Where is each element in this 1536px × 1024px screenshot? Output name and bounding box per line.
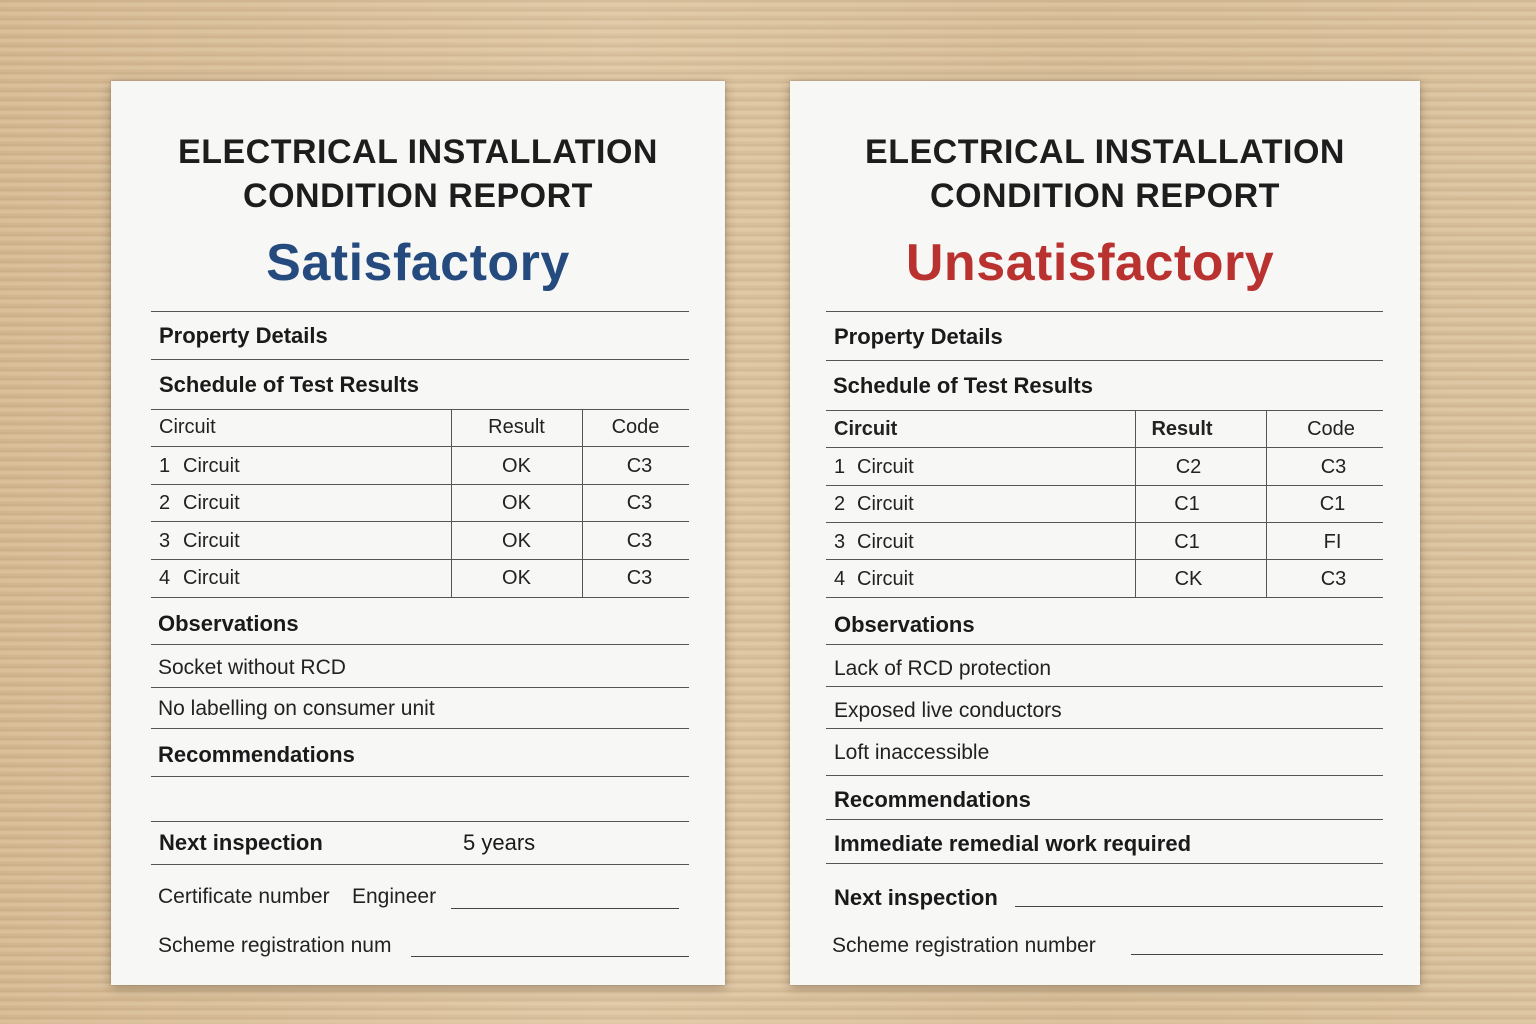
- row-code: C3: [626, 455, 653, 477]
- status-unsatisfactory: Unsatisfactory: [905, 234, 1275, 292]
- row-circuit: Circuit: [857, 456, 914, 478]
- row-result: C1: [1174, 531, 1200, 553]
- divider: [826, 863, 1383, 864]
- table-top-line: [826, 410, 1383, 411]
- row-code: C1: [1319, 493, 1346, 515]
- table-header-circuit: Circuit: [159, 416, 216, 438]
- table-row-line: [151, 521, 689, 522]
- observation-item: No labelling on consumer unit: [158, 697, 435, 720]
- divider: [151, 821, 689, 822]
- row-circuit: Circuit: [857, 568, 914, 590]
- report-title-line2: CONDITION REPORT: [930, 177, 1280, 215]
- table-row-line: [151, 559, 689, 560]
- divider: [826, 311, 1383, 312]
- table-row-line: [826, 522, 1383, 523]
- status-satisfactory: Satisfactory: [266, 234, 570, 292]
- row-number: 3: [834, 531, 846, 553]
- divider: [826, 728, 1383, 729]
- divider: [826, 775, 1383, 776]
- table-bottom-line: [151, 597, 689, 598]
- table-row-line: [151, 446, 689, 447]
- scheme-registration-label: Scheme registration num: [158, 934, 392, 957]
- row-number: 1: [834, 456, 846, 478]
- row-result: OK: [502, 455, 531, 477]
- section-schedule: Schedule of Test Results: [159, 372, 419, 397]
- divider: [151, 687, 689, 688]
- row-code: C3: [626, 492, 653, 514]
- report-title-line2: CONDITION REPORT: [243, 177, 593, 215]
- section-schedule: Schedule of Test Results: [833, 373, 1093, 398]
- row-code: C3: [626, 530, 653, 552]
- row-number: 3: [159, 530, 171, 552]
- divider: [151, 864, 689, 865]
- row-number: 2: [834, 493, 846, 515]
- divider: [826, 644, 1383, 645]
- section-property-details: Property Details: [834, 324, 1003, 349]
- observation-item: Exposed live conductors: [834, 699, 1062, 722]
- row-result: OK: [502, 567, 531, 589]
- section-observations: Observations: [834, 612, 975, 637]
- report-title-line1: ELECTRICAL INSTALLATION: [865, 133, 1345, 171]
- report-unsatisfactory: [790, 81, 1420, 985]
- table-row-line: [826, 447, 1383, 448]
- table-bottom-line: [826, 597, 1383, 598]
- row-result: OK: [502, 492, 531, 514]
- observation-item: Lack of RCD protection: [834, 657, 1052, 680]
- row-number: 1: [159, 455, 171, 477]
- observation-item: Socket without RCD: [158, 656, 346, 679]
- report-satisfactory: [111, 81, 725, 985]
- observation-item: Loft inaccessible: [834, 741, 990, 764]
- row-number: 4: [834, 568, 846, 590]
- row-number: 2: [159, 492, 171, 514]
- table-header-code: Code: [611, 416, 660, 438]
- engineer-label: Engineer: [352, 885, 437, 908]
- table-header-code: Code: [1307, 418, 1355, 440]
- section-property-details: Property Details: [159, 323, 328, 348]
- divider: [151, 644, 689, 645]
- section-recommendations: Recommendations: [834, 787, 1031, 812]
- table-row-line: [151, 484, 689, 485]
- divider: [826, 686, 1383, 687]
- row-result: C2: [1175, 456, 1202, 478]
- certificate-number-label: Certificate number: [158, 885, 330, 908]
- row-circuit: Circuit: [857, 531, 914, 553]
- row-number: 4: [159, 567, 171, 589]
- divider: [151, 359, 689, 360]
- next-inspection-value: 5 years: [463, 830, 536, 855]
- scheme-registration-field[interactable]: [1131, 954, 1383, 955]
- row-circuit: Circuit: [183, 567, 240, 589]
- row-result: C1: [1174, 493, 1200, 515]
- section-observations: Observations: [158, 611, 299, 636]
- engineer-field[interactable]: [451, 908, 679, 909]
- recommendation-text: Immediate remedial work required: [834, 831, 1192, 856]
- next-inspection-field[interactable]: [1015, 906, 1383, 907]
- next-inspection-label: Next inspection: [834, 885, 998, 910]
- row-circuit: Circuit: [857, 493, 914, 515]
- table-row-line: [826, 485, 1383, 486]
- row-code: C3: [1320, 568, 1347, 590]
- row-code: FI: [1323, 531, 1342, 553]
- divider: [826, 819, 1383, 820]
- table-header-result: Result: [488, 416, 545, 438]
- divider: [826, 360, 1383, 361]
- report-title-line1: ELECTRICAL INSTALLATION: [178, 133, 658, 171]
- section-recommendations: Recommendations: [158, 742, 355, 767]
- table-header-result: Result: [1151, 418, 1213, 440]
- table-header-circuit: Circuit: [834, 418, 898, 440]
- next-inspection-label: Next inspection: [159, 830, 323, 855]
- row-result: OK: [502, 530, 531, 552]
- divider: [151, 311, 689, 312]
- row-result: CK: [1174, 568, 1203, 590]
- scheme-registration-label: Scheme registration number: [832, 934, 1096, 957]
- row-code: C3: [626, 567, 653, 589]
- divider: [151, 776, 689, 777]
- row-circuit: Circuit: [183, 492, 240, 514]
- row-circuit: Circuit: [183, 530, 240, 552]
- scheme-registration-field[interactable]: [411, 956, 689, 957]
- table-top-line: [151, 409, 689, 410]
- divider: [151, 728, 689, 729]
- row-circuit: Circuit: [183, 455, 240, 477]
- table-row-line: [826, 559, 1383, 560]
- row-code: C3: [1320, 456, 1347, 478]
